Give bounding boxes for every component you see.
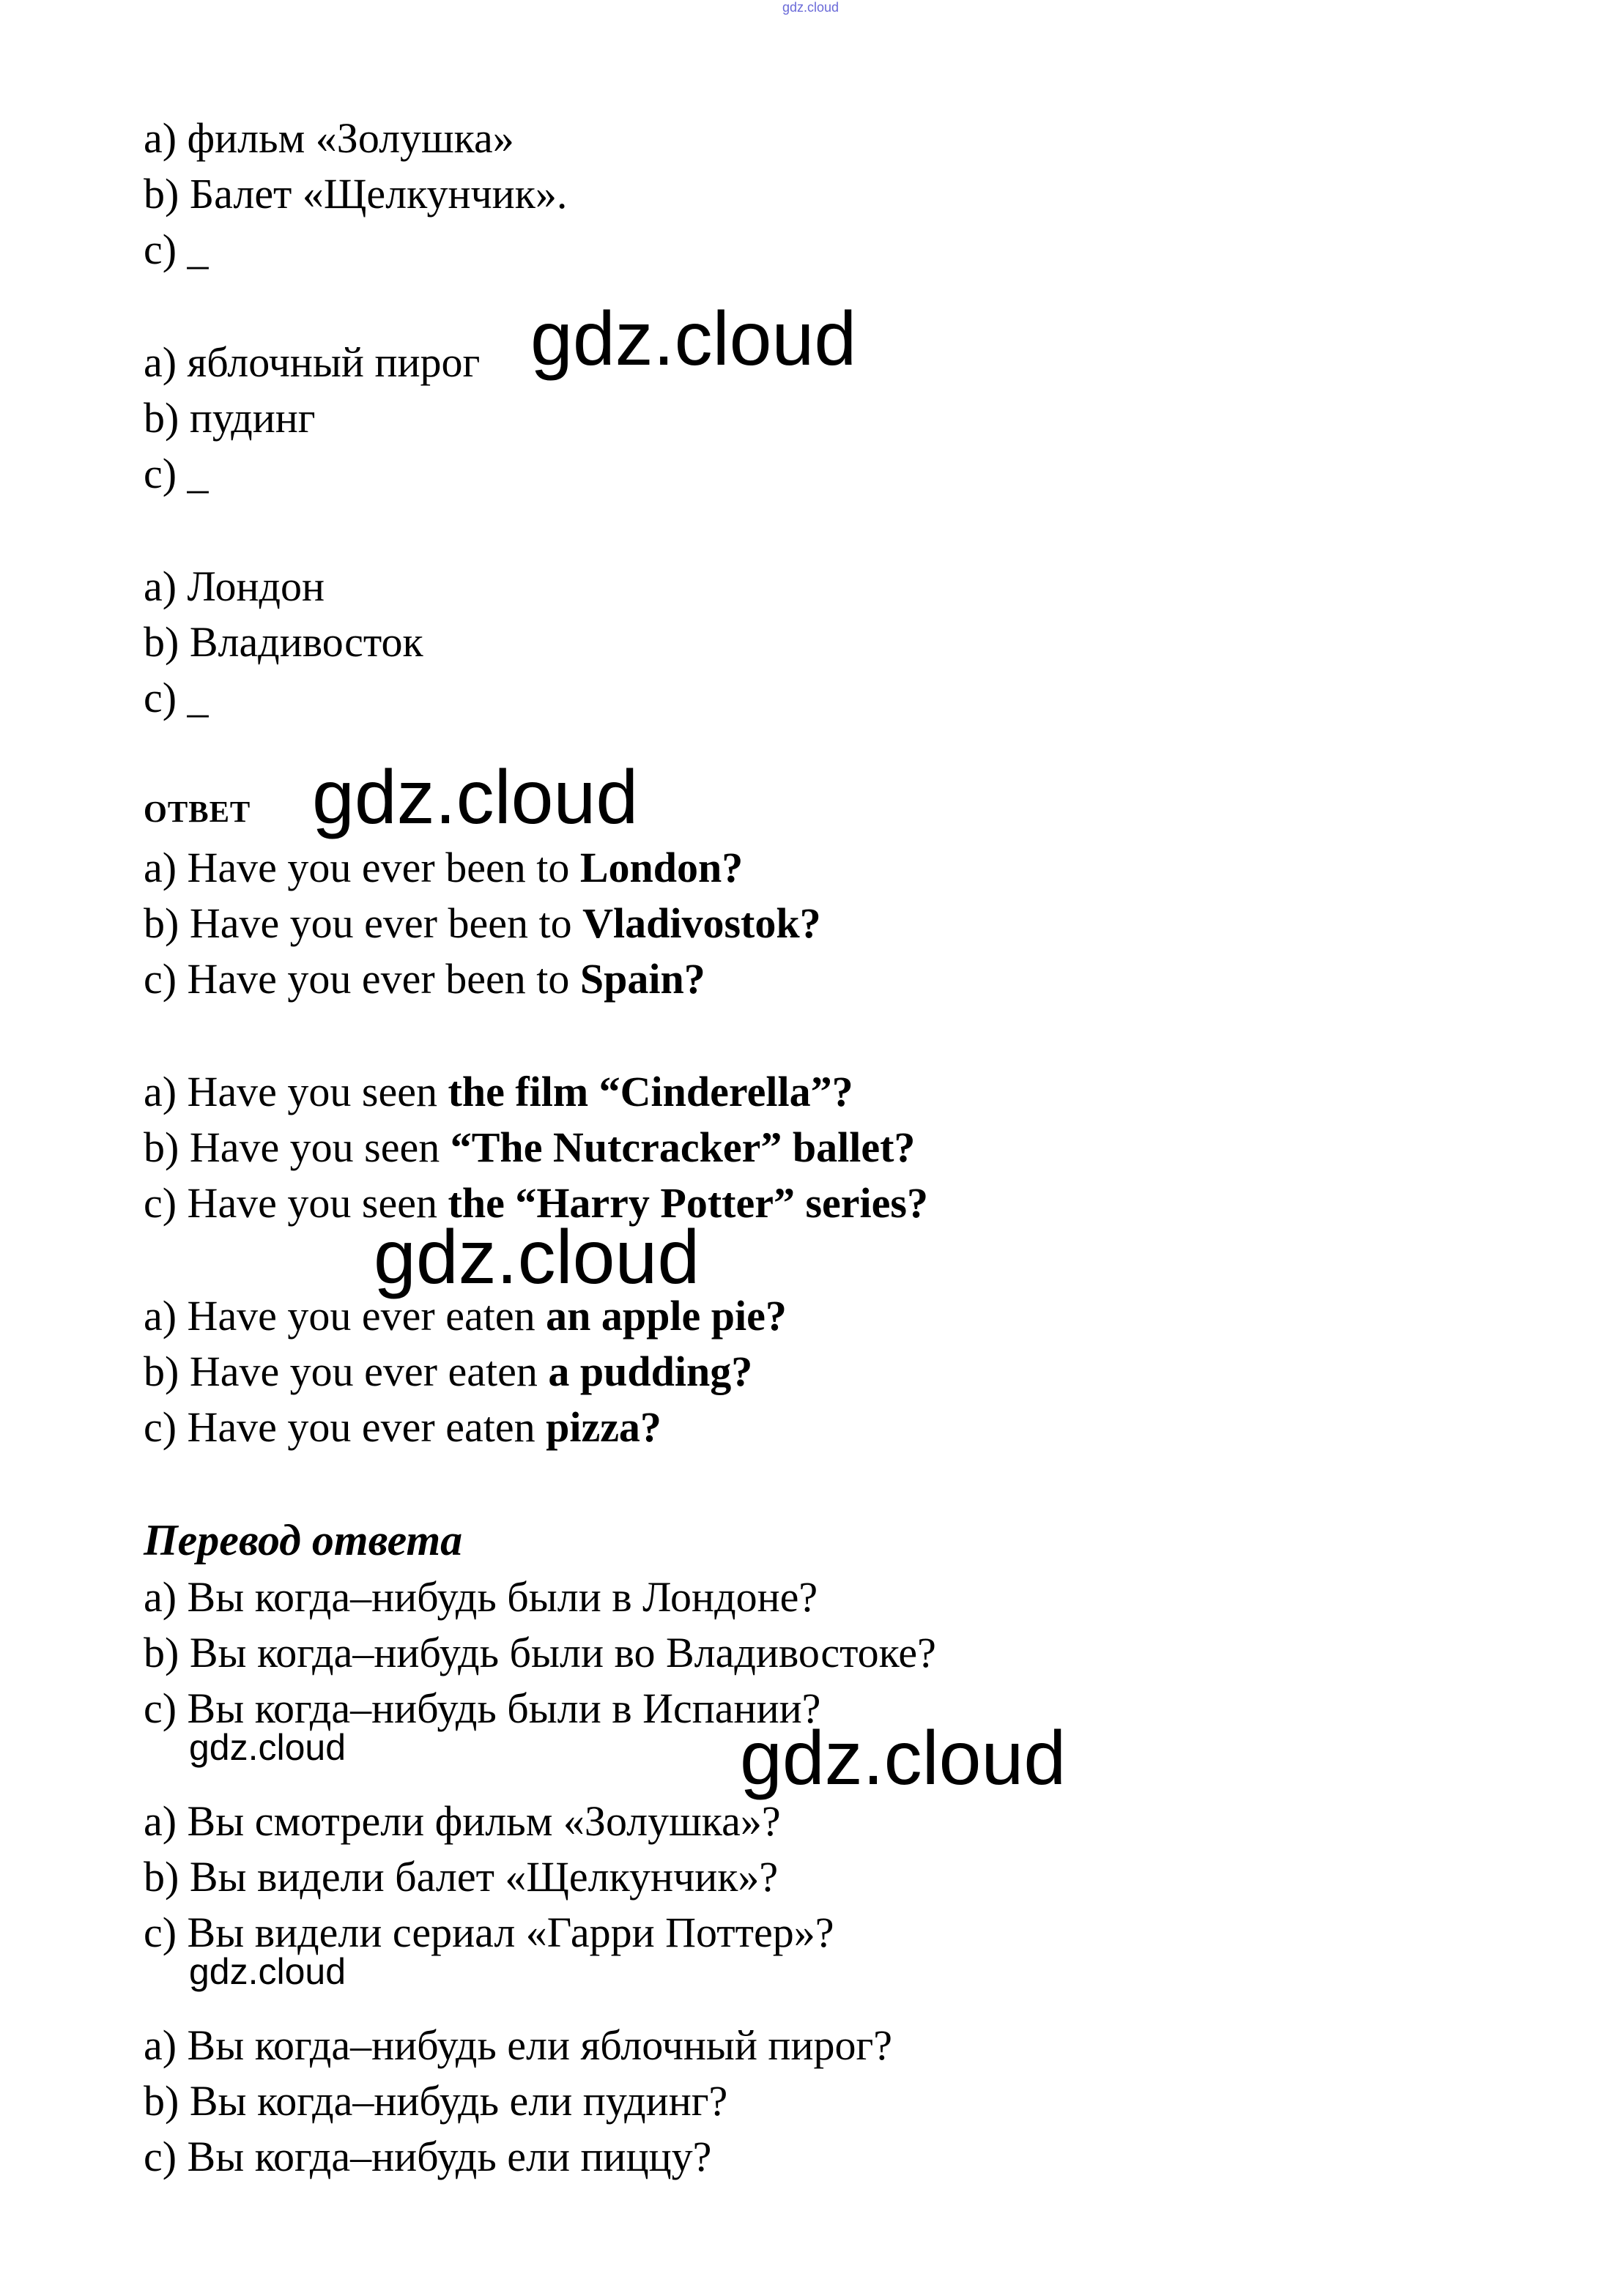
answer-emphasis: the film “Cinderella”?: [448, 1068, 853, 1115]
answer-1-item-b: [144, 898, 821, 949]
question-1-item-a: a) фильм «Золушка»: [144, 114, 514, 162]
answer-emphasis: “The Nutcracker” ballet?: [450, 1123, 916, 1171]
translation-2-item-a: a) Вы смотрели фильм «Золушка»?: [144, 1797, 781, 1845]
answer-prefix: c) Have you ever eaten: [144, 1403, 546, 1451]
answer-prefix: b) Have you seen: [144, 1123, 451, 1171]
question-1-item-b: b) Балет «Щелкунчик».: [144, 170, 568, 218]
question-3-item-a: a) Лондон: [144, 562, 325, 610]
answer-3-item-c: [144, 1402, 661, 1453]
question-1-item-c: c) _: [144, 226, 209, 273]
translation-2-item-c: c) Вы видели сериал «Гарри Поттер»?: [144, 1909, 834, 1956]
answer-1-item-c: [144, 954, 705, 1005]
answer-emphasis: the “Harry Potter” series?: [448, 1179, 928, 1227]
question-3-item-c: c) _: [144, 674, 209, 721]
watermark: gdz.cloud: [189, 1727, 346, 1768]
translation-heading: Перевод ответа: [144, 1516, 463, 1564]
watermark: gdz.cloud: [374, 1215, 700, 1300]
translation-1-item-b: b) Вы когда–нибудь были во Владивостоке?: [144, 1629, 936, 1676]
answer-emphasis: an apple pie?: [546, 1292, 787, 1340]
answer-prefix: c) Have you seen: [144, 1179, 448, 1227]
watermark: gdz.cloud: [530, 297, 857, 382]
answer-emphasis: Vladivostok?: [582, 899, 821, 947]
answer-heading: ответ: [144, 784, 251, 831]
answer-3-item-b: [144, 1346, 752, 1397]
question-3-item-b: b) Владивосток: [144, 618, 423, 666]
answer-prefix: a) Have you ever been to: [144, 844, 580, 891]
answer-emphasis: pizza?: [546, 1403, 661, 1451]
answer-emphasis: a pudding?: [548, 1348, 753, 1395]
answer-emphasis: Spain?: [579, 955, 705, 1003]
top-watermark: gdz.cloud: [782, 0, 839, 15]
translation-3-item-b: b) Вы когда–нибудь ели пудинг?: [144, 2077, 728, 2125]
answer-prefix: a) Have you ever eaten: [144, 1292, 546, 1340]
answer-1-item-a: [144, 842, 743, 893]
answer-prefix: b) Have you ever eaten: [144, 1348, 549, 1395]
answer-2-item-a: [144, 1066, 853, 1118]
question-2-item-c: c) _: [144, 450, 209, 497]
question-2-item-a: a) яблочный пирог: [144, 338, 481, 386]
answer-prefix: a) Have you seen: [144, 1068, 448, 1115]
translation-1-item-c: c) Вы когда–нибудь были в Испании?: [144, 1684, 821, 1732]
answer-prefix: c) Have you ever been to: [144, 955, 580, 1003]
watermark: gdz.cloud: [740, 1716, 1067, 1801]
watermark: gdz.cloud: [312, 755, 639, 840]
translation-3-item-a: a) Вы когда–нибудь ели яблочный пирог?: [144, 2021, 893, 2069]
question-2-item-b: b) пудинг: [144, 394, 316, 442]
answer-prefix: b) Have you ever been to: [144, 899, 583, 947]
answer-2-item-b: [144, 1122, 915, 1173]
translation-1-item-a: a) Вы когда–нибудь были в Лондоне?: [144, 1573, 818, 1621]
watermark: gdz.cloud: [189, 1951, 346, 1992]
translation-2-item-b: b) Вы видели балет «Щелкунчик»?: [144, 1853, 779, 1901]
translation-3-item-c: c) Вы когда–нибудь ели пиццу?: [144, 2133, 712, 2180]
answer-emphasis: London?: [579, 844, 744, 891]
